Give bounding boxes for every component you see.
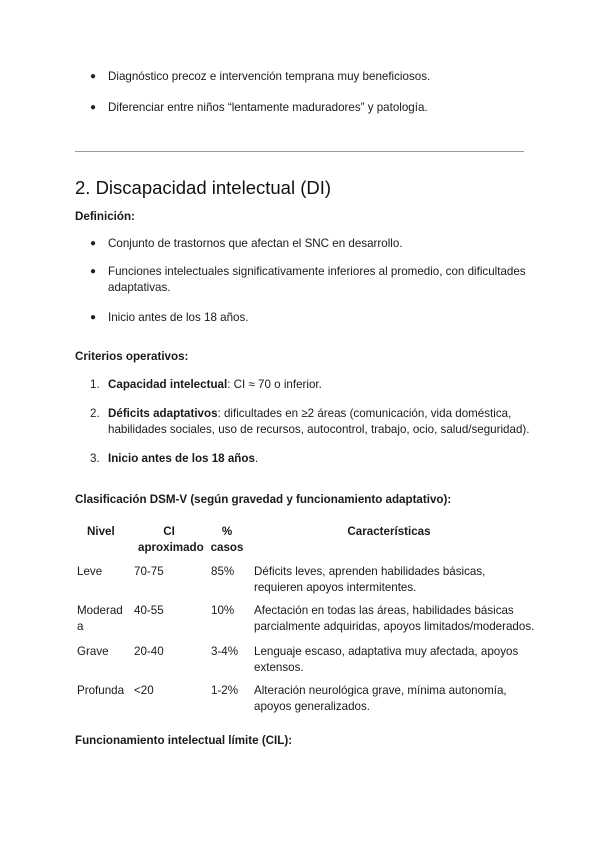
cell-ci: 20-40 — [134, 645, 164, 658]
list-item-continuation: adaptativas. — [108, 281, 171, 294]
criteria-desc: : dificultades en ≥2 áreas (comunicación, vida doméstica, — [217, 407, 512, 420]
table-row — [77, 644, 109, 660]
table-header-pct-line2: casos — [210, 541, 244, 554]
cell-nivel-line1: Moderad — [77, 604, 123, 617]
table-row — [77, 603, 123, 635]
list-item: Diagnóstico precoz e intervención temprana muy beneficiosos. — [108, 70, 431, 83]
cell-caracteristicas-line2: parcialmente adquiridas, apoyos limitados/moderados. — [254, 620, 535, 633]
section-title: 2. Discapacidad intelectual (DI) — [75, 177, 332, 198]
table-header-caracteristicas: Características — [347, 525, 431, 538]
list-item: Diferenciar entre niños “lentamente maduradores” y patología. — [108, 101, 428, 114]
cell-caracteristicas — [254, 683, 507, 715]
criteria-term: Capacidad intelectual — [108, 378, 228, 391]
cell-nivel: Leve — [77, 565, 103, 578]
table-header-nivel: Nivel — [87, 525, 115, 538]
criteria-item — [108, 377, 322, 393]
list-number: 3. — [90, 452, 100, 465]
bullet-icon: ● — [90, 238, 97, 249]
criteria-term: Déficits adaptativos — [108, 407, 218, 420]
cell-pct: 85% — [211, 565, 235, 578]
cell-pct: 1-2% — [211, 684, 239, 697]
table-header-pct — [208, 524, 246, 556]
list-number: 2. — [90, 407, 100, 420]
list-number: 1. — [90, 378, 100, 391]
criteria-term: Inicio antes de los 18 años — [108, 452, 255, 465]
cell-ci: 40-55 — [134, 604, 164, 617]
cell-nivel: Profunda — [77, 684, 125, 697]
criteria-desc: . — [254, 452, 259, 465]
table-header-ci-line2: aproximado — [138, 541, 204, 554]
horizontal-divider — [75, 151, 524, 152]
bullet-icon: ● — [90, 266, 97, 277]
cil-heading: Funcionamiento intelectual límite (CIL): — [75, 734, 293, 747]
cell-pct: 10% — [211, 604, 235, 617]
cell-ci: 70-75 — [134, 565, 164, 578]
cell-caracteristicas — [254, 603, 534, 635]
list-item: Inicio antes de los 18 años. — [108, 311, 249, 324]
cell-caracteristicas-line2: requieren apoyos intermitentes. — [254, 581, 417, 594]
table-header-ci — [138, 524, 204, 556]
table-row — [77, 683, 124, 699]
cell-nivel-line2: a — [77, 620, 84, 633]
list-item: Funciones intelectuales significativamente inferiores al promedio, con dificultades — [108, 265, 526, 278]
table-header-pct-line1: % — [221, 525, 233, 538]
bullet-icon: ● — [90, 102, 97, 113]
criteria-desc-continuation: habilidades sociales, uso de recursos, autocontrol, trabajo, ocio, salud/seguridad). — [108, 423, 530, 436]
criteria-heading: Criterios operativos: — [75, 350, 189, 363]
cell-caracteristicas-line2: extensos. — [254, 661, 304, 674]
classification-heading: Clasificación DSM-V (según gravedad y funcionamiento adaptativo): — [75, 493, 452, 506]
list-item: Conjunto de trastornos que afectan el SNC en desarrollo. — [108, 237, 403, 250]
cell-caracteristicas-line1: Afectación en todas las áreas, habilidades básicas — [254, 604, 514, 617]
cell-ci: <20 — [134, 684, 154, 697]
table-row — [77, 564, 102, 580]
criteria-item — [108, 451, 258, 467]
cell-caracteristicas-line1: Lenguaje escaso, adaptativa muy afectada, apoyos — [254, 645, 519, 658]
cell-nivel: Grave — [77, 645, 109, 658]
bullet-icon: ● — [90, 71, 97, 82]
bullet-icon: ● — [90, 312, 97, 323]
cell-caracteristicas-line2: apoyos generalizados. — [254, 700, 371, 713]
cell-caracteristicas — [254, 644, 518, 676]
cell-caracteristicas — [254, 564, 485, 596]
table-header-ci-line1: CI — [163, 525, 175, 538]
criteria-desc: : CI ≈ 70 o inferior. — [227, 378, 322, 391]
definition-heading: Definición: — [75, 210, 135, 223]
cell-caracteristicas-line1: Alteración neurológica grave, mínima autonomía, — [254, 684, 507, 697]
criteria-item — [108, 406, 511, 422]
cell-caracteristicas-line1: Déficits leves, aprenden habilidades básicas, — [254, 565, 486, 578]
cell-pct: 3-4% — [211, 645, 239, 658]
